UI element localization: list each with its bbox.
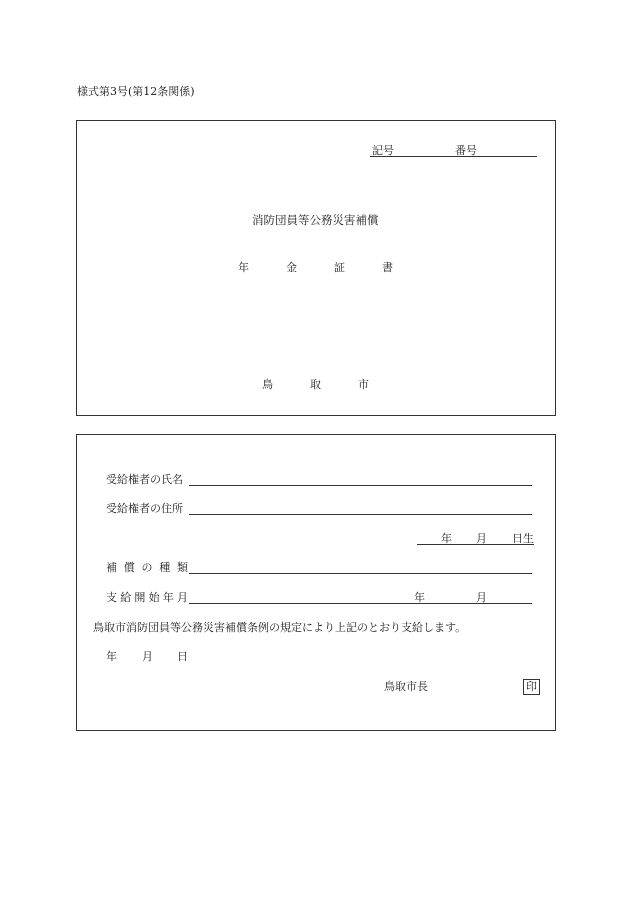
title-char: 書	[382, 261, 393, 274]
label-char: 補	[106, 561, 117, 574]
title-char: 証	[334, 261, 345, 274]
label-char: 月	[176, 591, 188, 604]
label-char: 支	[106, 591, 117, 604]
payment-start-year: 年	[414, 591, 425, 604]
seal-mark: 印	[523, 679, 540, 695]
issuer-char: 鳥	[262, 378, 273, 391]
recipient-address-line	[189, 514, 532, 515]
issuer-char: 市	[358, 378, 369, 391]
label-char: 種	[159, 561, 171, 574]
payment-start-line	[189, 603, 532, 604]
label-char: の	[141, 561, 153, 574]
recipient-name-line	[189, 485, 532, 486]
title-char: 年	[238, 261, 249, 274]
kigou-label: 記号	[372, 144, 394, 157]
label-char: 類	[177, 561, 188, 574]
label-char: 開	[134, 591, 146, 604]
compensation-type-label	[106, 562, 188, 573]
payment-start-label	[106, 592, 188, 603]
recipient-address-label: 受給権者の住所	[106, 502, 183, 515]
label-char: 年	[162, 591, 174, 604]
mayor-title: 鳥取市長	[384, 680, 428, 693]
birth-month: 月	[476, 532, 487, 545]
birth-date-line	[417, 544, 534, 545]
label-char: 始	[148, 591, 160, 604]
label-char: 償	[123, 561, 135, 574]
issue-day: 日	[177, 650, 188, 663]
issuer-char: 取	[310, 378, 321, 391]
payment-statement: 鳥取市消防団員等公務災害補償条例の規定により上記のとおり支給します。	[93, 621, 467, 634]
label-char: 給	[120, 591, 132, 604]
kigou-bangou-underline	[370, 156, 537, 157]
certificate-title-sub	[238, 262, 393, 273]
birth-day: 日生	[512, 532, 534, 545]
birth-year: 年	[441, 532, 452, 545]
title-char: 金	[286, 261, 297, 274]
issue-month: 月	[142, 650, 153, 663]
recipient-name-label: 受給権者の氏名	[106, 473, 183, 486]
bangou-label: 番号	[455, 144, 477, 157]
form-number-label: 様式第3号(第12条関係)	[77, 85, 195, 98]
issue-year: 年	[106, 650, 117, 663]
payment-start-month: 月	[476, 591, 487, 604]
compensation-type-line	[189, 573, 532, 574]
certificate-title-main: 消防団員等公務災害補償	[252, 213, 379, 227]
issuer-name	[262, 379, 369, 390]
